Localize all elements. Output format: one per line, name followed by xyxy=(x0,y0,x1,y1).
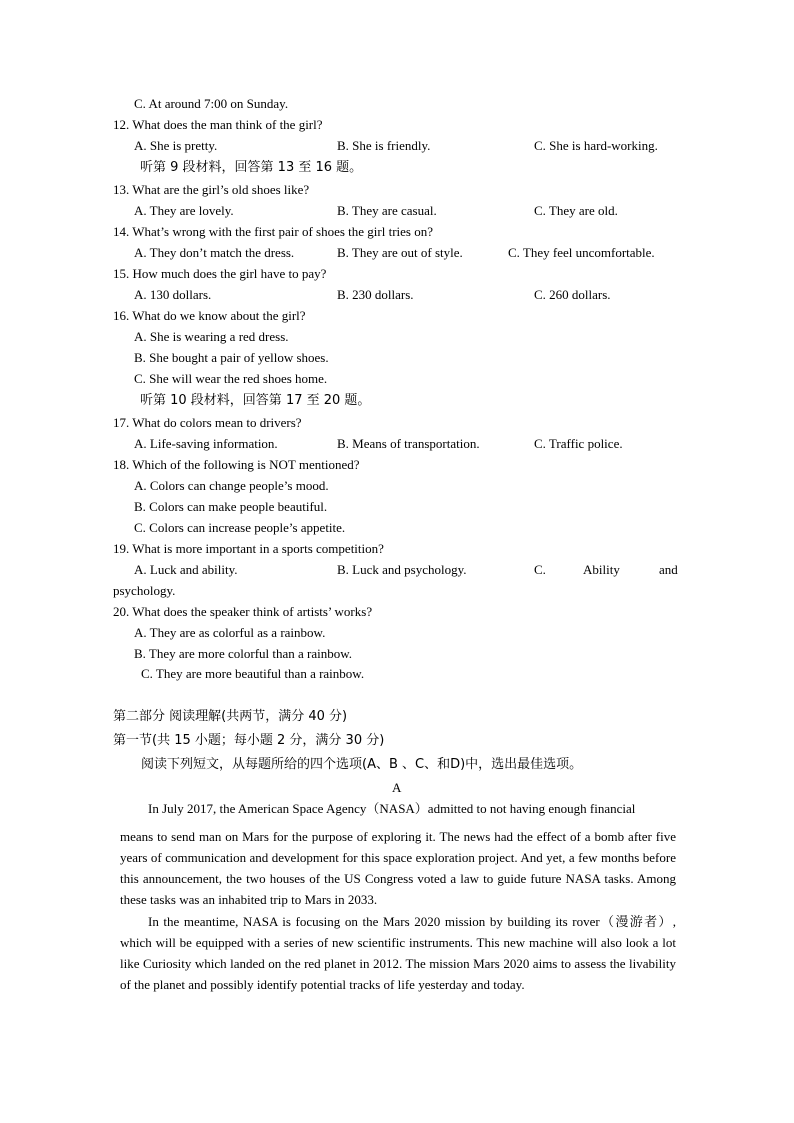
q14-option-c: C. They feel uncomfortable. xyxy=(508,245,655,260)
passage-p1-body: means to send man on Mars for the purpose of exploring it. The news had the effect of a bomb after five years of communication and development for this space exploration project. And yet, a few months before this announcement, the two houses of the US Congress voted a law to guide future NASA tasks. Among these tasks was an inhabited trip to Mars in 2033. xyxy=(120,829,676,907)
q19-option-c-word2: and xyxy=(659,562,678,577)
q18-option-a: A. Colors can change people’s mood. xyxy=(134,478,329,493)
q20-option-c: C. They are more beautiful than a rainbow. xyxy=(141,666,365,681)
q19-option-c-label: C. xyxy=(534,562,546,577)
q15-option-a: A. 130 dollars. xyxy=(134,287,212,302)
q18-option-b: B. Colors can make people beautiful. xyxy=(134,499,328,514)
q15-option-b: B. 230 dollars. xyxy=(337,287,414,302)
part2-heading: 第二部分 阅读理解(共两节，满分 40 分) xyxy=(113,709,348,724)
q20-question: 20. What does the speaker think of artists’ works? xyxy=(113,604,373,619)
q16-option-c: C. She will wear the red shoes home. xyxy=(134,371,328,386)
q20-option-b: B. They are more colorful than a rainbow. xyxy=(134,646,353,661)
q16-option-b: B. She bought a pair of yellow shoes. xyxy=(134,350,329,365)
q19-option-c-word1: Ability xyxy=(583,562,620,577)
q17-option-a: A. Life-saving information. xyxy=(134,436,278,451)
section-9-instruction: 听第 9 段材料，回答第 13 至 16 题。 xyxy=(140,160,363,175)
q17-option-b: B. Means of transportation. xyxy=(337,436,480,451)
q14-option-a: A. They don’t match the dress. xyxy=(134,245,295,260)
passage-p2 xyxy=(120,911,676,995)
q14-option-b: B. They are out of style. xyxy=(337,245,463,260)
q17-question: 17. What do colors mean to drivers? xyxy=(113,415,302,430)
q19-option-c-word3: psychology. xyxy=(113,583,176,598)
q16-option-a: A. She is wearing a red dress. xyxy=(134,329,289,344)
q15-option-c: C. 260 dollars. xyxy=(534,287,611,302)
q12-option-b: B. She is friendly. xyxy=(337,138,431,153)
passage-label: A xyxy=(392,780,402,795)
q19-option-b: B. Luck and psychology. xyxy=(337,562,467,577)
q20-option-a: A. They are as colorful as a rainbow. xyxy=(134,625,326,640)
q13-option-a: A. They are lovely. xyxy=(134,203,234,218)
q12-option-a: A. She is pretty. xyxy=(134,138,218,153)
q13-question: 13. What are the girl’s old shoes like? xyxy=(113,182,310,197)
q19-question: 19. What is more important in a sports competition? xyxy=(113,541,384,556)
q16-question: 16. What do we know about the girl? xyxy=(113,308,306,323)
passage-p2-text: In the meantime, NASA is focusing on the Mars 2020 mission by building its rover（漫游者）, which will be equipped with a series of new scientific instruments. This new machine will also look a lot like Curiosity which landed on the red planet in 2012. The mission Mars 2020 aims to assess the livability of the planet and possibly identify potential tracks of life yesterday and today. xyxy=(120,914,676,992)
q13-option-c: C. They are old. xyxy=(534,203,618,218)
q14-question: 14. What’s wrong with the first pair of shoes the girl tries on? xyxy=(113,224,434,239)
q17-option-c: C. Traffic police. xyxy=(534,436,623,451)
section-10-instruction: 听第 10 段材料，回答第 17 至 20 题。 xyxy=(140,393,371,408)
q13-option-b: B. They are casual. xyxy=(337,203,437,218)
reading-instruction: 阅读下列短文，从每题所给的四个选项(A、B 、C、和D)中，选出最佳选项。 xyxy=(141,757,583,772)
q11-option-c: C. At around 7:00 on Sunday. xyxy=(134,96,289,111)
passage-p1-first-line: In July 2017, the American Space Agency（NASA）admitted to not having enough financial xyxy=(148,801,636,816)
q18-option-c: C. Colors can increase people’s appetite. xyxy=(134,520,346,535)
q15-question: 15. How much does the girl have to pay? xyxy=(113,266,327,281)
q19-option-a: A. Luck and ability. xyxy=(134,562,238,577)
q12-question: 12. What does the man think of the girl? xyxy=(113,117,323,132)
q18-question: 18. Which of the following is NOT mentioned? xyxy=(113,457,360,472)
section1-heading: 第一节(共 15 小题；每小题 2 分，满分 30 分) xyxy=(113,733,385,748)
q12-option-c: C. She is hard-working. xyxy=(534,138,658,153)
